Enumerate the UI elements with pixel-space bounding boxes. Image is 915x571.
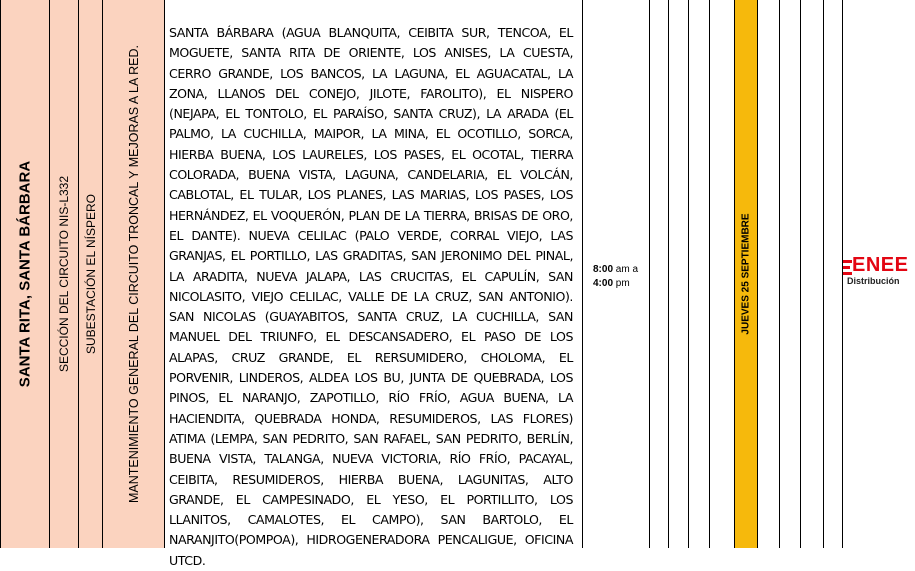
day-cell-1 [650, 0, 669, 548]
day-cell-6 [780, 0, 801, 548]
day-cell-8 [824, 0, 843, 548]
substation-cell [79, 0, 103, 548]
municipality-label: SANTA RITA, SANTA BÁRBARA [16, 160, 34, 388]
enee-logo-text: ENEE [852, 254, 909, 276]
enee-logo-subtitle: Distribución [847, 276, 900, 286]
start-time-suffix: am a [615, 264, 639, 275]
substation-label: SUBESTACIÓN EL NÍSPERO [83, 193, 98, 355]
affected-areas-text: SANTA BÁRBARA (AGUA BLANQUITA, CEIBITA SUR, TENCOA, EL MOGUETE, SANTA RITA DE ORIENTE, LOS ANISES, LA CUESTA, CERRO GRANDE, LOS BANCOS, LA LAGUNA, EL AGUACATAL, LA ZONA, LLANOS DEL CONEJO, JILOTE, FAROLITO), EL NISPERO (NEJAPA, EL TONTOLO, EL PARAÍSO, SANTA CRUZ), LA ARADA (EL PALMO, LA CUCHILLA, MAIPOR, LA MINA, EL OCOTILLO, SORCA, HIERBA BUENA, LOS LAURELES, LOS PASES, EL OCOTAL, TIERRA COLORADA, BUENA VISTA, LAGUNA, CANDELARIA, EL VOLCÁN, CABLOTAL, EL TULAR, LOS PLANES, LAS MARIAS, LOS PASES, LOS HERNÁNDEZ, EL VOQUERÓN, PLAN DE LA TIERRA, BRISAS DE ORO, EL DANTE). NUEVA CELILAC (PALO VERDE, CORRAL VIEJO, LAS GRANJAS, EL PORTILLO, LAS GRADITAS, SAN JERONIMO DEL PINAL, LA ARADITA, NUEVA JALAPA, LAS CRUCITAS, EL CAPULÍN, SAN NICOLASITO, VIEJO CELILAC, VALLE DE LA CRUZ, SAN ANTONIO). SAN NICOLAS (GUAYABITOS, SANTA CRUZ, LA CUCHILLA, SAN MANUEL DEL TRIUNFO, EL DESCANSADERO, EL PASO DE LOS ALAPAS, CRUZ GRANDE, EL RERSUMIDERO, CHOLOMA, EL PORVENIR, LINDEROS, ALDEA LOS BU, JUNTA DE QUEBRADA, LOS PINOS, EL NARANJO, ZAPOTILLO, RÍO FRÍO, AGUA BUENA, LA HACIENDITA, QUEBRADA HONDA, RESUMIDEROS, LAS FLORES) ATIMA (LEMPA, SAN PEDRITO, SAN RAFAEL, SAN PEDRITO, BERLÍN, BUENA VISTA, TALANGA, NUEVA VICTORIA, RÍO FRÍO, PACAYAL, CEIBITA, RESUMIDEROS, HIERBA BUENA, LAGUNITAS, ALTO GRANDE, EL CAMPESINADO, EL YESO, EL PORTILLITO, LOS LLANITOS, CAMALOTES, EL CAMPO), SAN BARTOLO, EL NARANJITO(POMPOA), HIDROGENERADORA PENCALIGUE, OFICINA UTCD. [169, 25, 573, 568]
logo-cell [843, 0, 915, 548]
day-cell-4 [710, 0, 735, 548]
schedule-cell [583, 0, 650, 548]
start-time: 8:00 [593, 264, 614, 275]
day-cell-2 [669, 0, 689, 548]
affected-areas-cell [165, 0, 583, 568]
day-cell-7 [801, 0, 824, 548]
work-description-label: MANTENIMIENTO GENERAL DEL CIRCUITO TRONCAL Y MEJORAS A LA RED. [126, 45, 141, 503]
schedule-text [593, 263, 645, 291]
date-label: JUEVES 25 SEPTIEMBRE [740, 213, 752, 335]
end-time-suffix: pm [615, 278, 630, 289]
date-cell [735, 0, 758, 548]
municipality-cell [0, 0, 50, 548]
end-time: 4:00 [593, 278, 614, 289]
circuit-section-label: SECCIÓN DEL CIRCUITO NIS-L332 [57, 175, 71, 373]
day-cell-3 [689, 0, 710, 548]
circuit-section-cell [50, 0, 79, 548]
work-description-cell [103, 0, 165, 548]
day-cell-5 [758, 0, 780, 548]
enee-logo-mark-icon [843, 260, 852, 275]
enee-logo [843, 254, 915, 291]
